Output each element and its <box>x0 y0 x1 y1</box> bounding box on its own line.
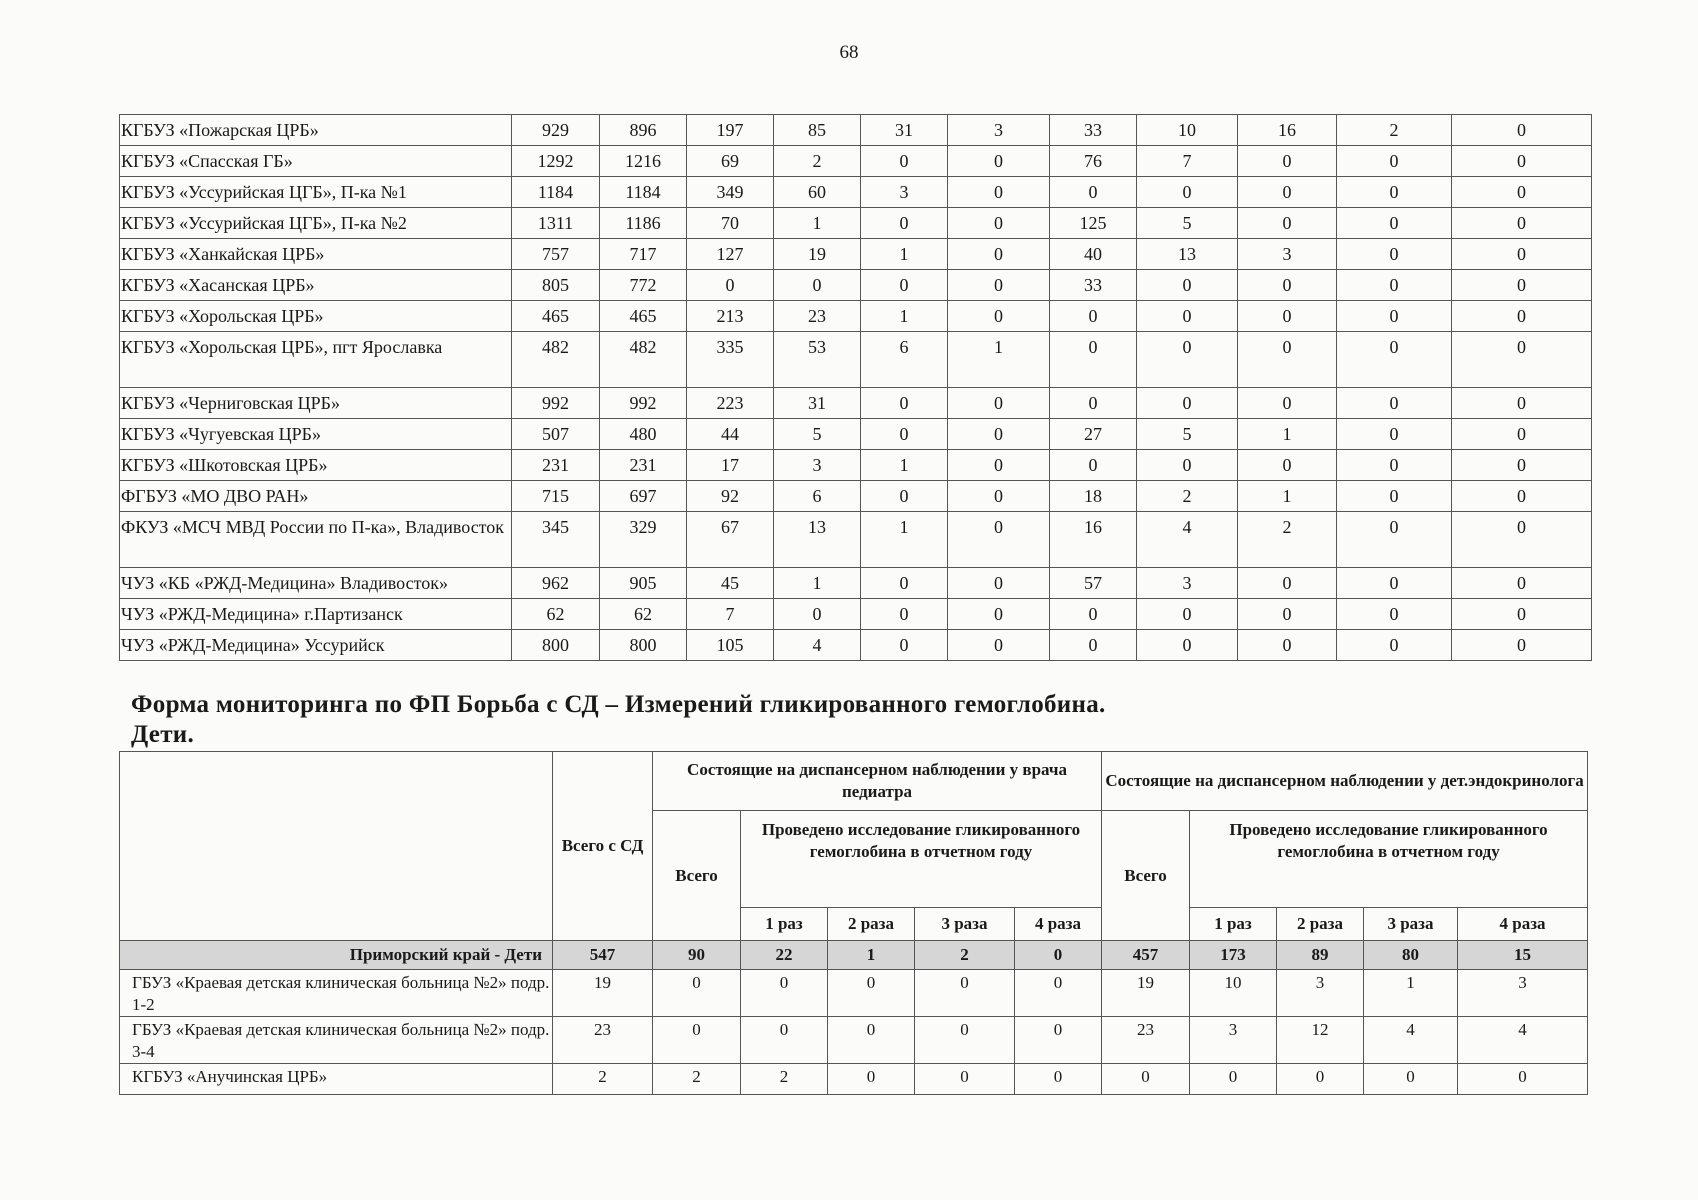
value-cell: 16 <box>1238 115 1337 146</box>
value-cell: 772 <box>600 270 687 301</box>
value-cell: 1 <box>828 941 915 970</box>
value-cell: 19 <box>553 970 653 1017</box>
value-cell: 0 <box>1337 419 1452 450</box>
row-name-cell: КГБУЗ «Хасанская ЦРБ» <box>120 270 512 301</box>
value-cell: 10 <box>1190 970 1277 1017</box>
header-pediatr-1x: 1 раз <box>741 908 828 941</box>
value-cell: 480 <box>600 419 687 450</box>
table-row <box>120 332 1592 388</box>
value-cell: 0 <box>1337 177 1452 208</box>
row-name-cell: ГБУЗ «Краевая детская клиническая больница №2» подр. 3-4 <box>120 1017 553 1064</box>
value-cell: 0 <box>1452 301 1592 332</box>
value-cell: 0 <box>1337 630 1452 661</box>
value-cell: 465 <box>512 301 600 332</box>
value-cell: 127 <box>687 239 774 270</box>
value-cell: 1311 <box>512 208 600 239</box>
value-cell: 457 <box>1102 941 1190 970</box>
value-cell: 0 <box>948 568 1050 599</box>
value-cell: 0 <box>1238 301 1337 332</box>
value-cell: 4 <box>774 630 861 661</box>
section-heading-line2: Дети. <box>131 721 195 748</box>
value-cell: 2 <box>774 146 861 177</box>
value-cell: 0 <box>861 568 948 599</box>
value-cell: 27 <box>1050 419 1137 450</box>
value-cell: 0 <box>861 388 948 419</box>
value-cell: 0 <box>915 1064 1015 1095</box>
value-cell: 0 <box>948 512 1050 568</box>
header-group-endocrinologist: Состоящие на диспансерном наблюдении у дет.эндокринолога <box>1102 752 1588 811</box>
value-cell: 0 <box>1452 388 1592 419</box>
value-cell: 715 <box>512 481 600 512</box>
value-cell: 482 <box>600 332 687 388</box>
value-cell: 0 <box>1050 177 1137 208</box>
value-cell: 2 <box>915 941 1015 970</box>
value-cell: 85 <box>774 115 861 146</box>
value-cell: 1 <box>1238 419 1337 450</box>
value-cell: 13 <box>1137 239 1238 270</box>
header-endo-2x: 2 раза <box>1277 908 1364 941</box>
value-cell: 1 <box>861 239 948 270</box>
value-cell: 223 <box>687 388 774 419</box>
table-row <box>120 970 1588 1017</box>
value-cell: 0 <box>1238 146 1337 177</box>
table-row <box>120 146 1592 177</box>
value-cell: 4 <box>1458 1017 1588 1064</box>
table-row <box>120 177 1592 208</box>
value-cell: 70 <box>687 208 774 239</box>
value-cell: 125 <box>1050 208 1137 239</box>
value-cell: 0 <box>1452 146 1592 177</box>
value-cell: 1 <box>1238 481 1337 512</box>
value-cell: 697 <box>600 481 687 512</box>
value-cell: 0 <box>1050 301 1137 332</box>
value-cell: 33 <box>1050 270 1137 301</box>
value-cell: 0 <box>861 481 948 512</box>
value-cell: 0 <box>1452 512 1592 568</box>
value-cell: 19 <box>774 239 861 270</box>
row-name-cell: КГБУЗ «Хорольская ЦРБ» <box>120 301 512 332</box>
row-name-cell: КГБУЗ «Уссурийская ЦГБ», П-ка №1 <box>120 177 512 208</box>
value-cell: 0 <box>1137 630 1238 661</box>
value-cell: 0 <box>1452 481 1592 512</box>
value-cell: 0 <box>828 970 915 1017</box>
value-cell: 0 <box>653 1017 741 1064</box>
value-cell: 57 <box>1050 568 1137 599</box>
value-cell: 0 <box>1238 568 1337 599</box>
total-row <box>120 941 1588 970</box>
value-cell: 1 <box>774 568 861 599</box>
table-row <box>120 270 1592 301</box>
value-cell: 805 <box>512 270 600 301</box>
value-cell: 89 <box>1277 941 1364 970</box>
value-cell: 3 <box>1458 970 1588 1017</box>
value-cell: 0 <box>1452 599 1592 630</box>
value-cell: 3 <box>948 115 1050 146</box>
value-cell: 0 <box>1337 388 1452 419</box>
value-cell: 3 <box>1238 239 1337 270</box>
value-cell: 0 <box>1238 630 1337 661</box>
value-cell: 0 <box>1137 388 1238 419</box>
value-cell: 60 <box>774 177 861 208</box>
value-cell: 76 <box>1050 146 1137 177</box>
value-cell: 0 <box>948 630 1050 661</box>
value-cell: 105 <box>687 630 774 661</box>
hospital-stats-table-continued <box>119 114 1592 661</box>
value-cell: 1184 <box>512 177 600 208</box>
header-endo-study: Проведено исследование гликированного гемоглобина в отчетном году <box>1190 811 1588 908</box>
row-name-cell: Приморский край - Дети <box>120 941 553 970</box>
value-cell: 90 <box>653 941 741 970</box>
table-row <box>120 115 1592 146</box>
table-row <box>120 239 1592 270</box>
value-cell: 1 <box>948 332 1050 388</box>
page-number: 68 <box>839 42 859 63</box>
table-row <box>120 1064 1588 1095</box>
header-group-pediatrician: Состоящие на диспансерном наблюдении у врача педиатра <box>653 752 1102 811</box>
header-pediatr-2x: 2 раза <box>828 908 915 941</box>
header-endo-3x: 3 раза <box>1364 908 1458 941</box>
table-row <box>120 512 1592 568</box>
value-cell: 22 <box>741 941 828 970</box>
value-cell: 0 <box>1337 450 1452 481</box>
value-cell: 0 <box>1452 568 1592 599</box>
value-cell: 0 <box>1452 239 1592 270</box>
value-cell: 0 <box>1050 388 1137 419</box>
value-cell: 800 <box>600 630 687 661</box>
value-cell: 45 <box>687 568 774 599</box>
value-cell: 3 <box>861 177 948 208</box>
value-cell: 717 <box>600 239 687 270</box>
value-cell: 31 <box>861 115 948 146</box>
value-cell: 44 <box>687 419 774 450</box>
row-name-cell: КГБУЗ «Спасская ГБ» <box>120 146 512 177</box>
value-cell: 0 <box>1238 388 1337 419</box>
value-cell: 231 <box>600 450 687 481</box>
value-cell: 0 <box>1337 599 1452 630</box>
row-name-cell: КГБУЗ «Пожарская ЦРБ» <box>120 115 512 146</box>
table-row <box>120 450 1592 481</box>
row-name-cell: КГБУЗ «Чугуевская ЦРБ» <box>120 419 512 450</box>
header-pediatr-3x: 3 раза <box>915 908 1015 941</box>
value-cell: 92 <box>687 481 774 512</box>
value-cell: 0 <box>1137 177 1238 208</box>
value-cell: 0 <box>1238 270 1337 301</box>
value-cell: 17 <box>687 450 774 481</box>
value-cell: 1216 <box>600 146 687 177</box>
value-cell: 5 <box>1137 419 1238 450</box>
value-cell: 19 <box>1102 970 1190 1017</box>
value-cell: 0 <box>948 481 1050 512</box>
value-cell: 1 <box>861 450 948 481</box>
value-cell: 757 <box>512 239 600 270</box>
value-cell: 482 <box>512 332 600 388</box>
value-cell: 1 <box>774 208 861 239</box>
value-cell: 0 <box>1050 450 1137 481</box>
value-cell: 992 <box>600 388 687 419</box>
value-cell: 15 <box>1458 941 1588 970</box>
value-cell: 0 <box>1238 208 1337 239</box>
value-cell: 0 <box>1190 1064 1277 1095</box>
value-cell: 349 <box>687 177 774 208</box>
value-cell: 0 <box>861 146 948 177</box>
row-name-cell: КГБУЗ «Хорольская ЦРБ», пгт Ярославка <box>120 332 512 388</box>
value-cell: 0 <box>653 970 741 1017</box>
value-cell: 0 <box>1337 239 1452 270</box>
value-cell: 13 <box>774 512 861 568</box>
value-cell: 5 <box>774 419 861 450</box>
value-cell: 0 <box>1452 332 1592 388</box>
value-cell: 0 <box>1452 115 1592 146</box>
value-cell: 3 <box>1190 1017 1277 1064</box>
value-cell: 4 <box>1364 1017 1458 1064</box>
value-cell: 345 <box>512 512 600 568</box>
value-cell: 18 <box>1050 481 1137 512</box>
value-cell: 507 <box>512 419 600 450</box>
value-cell: 0 <box>1238 599 1337 630</box>
value-cell: 0 <box>948 270 1050 301</box>
table-row <box>120 208 1592 239</box>
value-cell: 0 <box>1050 332 1137 388</box>
value-cell: 62 <box>512 599 600 630</box>
value-cell: 800 <box>512 630 600 661</box>
value-cell: 0 <box>1050 630 1137 661</box>
value-cell: 0 <box>1337 301 1452 332</box>
value-cell: 23 <box>774 301 861 332</box>
value-cell: 7 <box>1137 146 1238 177</box>
value-cell: 0 <box>1452 177 1592 208</box>
value-cell: 962 <box>512 568 600 599</box>
value-cell: 0 <box>948 419 1050 450</box>
value-cell: 0 <box>1337 481 1452 512</box>
value-cell: 231 <box>512 450 600 481</box>
value-cell: 0 <box>1137 599 1238 630</box>
row-name-cell: КГБУЗ «Шкотовская ЦРБ» <box>120 450 512 481</box>
header-blank-cell <box>120 752 553 941</box>
row-name-cell: ФКУЗ «МСЧ МВД России по П-ка», Владивосток <box>120 512 512 568</box>
value-cell: 3 <box>1137 568 1238 599</box>
value-cell: 0 <box>774 270 861 301</box>
header-endo-4x: 4 раза <box>1458 908 1588 941</box>
value-cell: 0 <box>915 970 1015 1017</box>
value-cell: 1292 <box>512 146 600 177</box>
value-cell: 465 <box>600 301 687 332</box>
value-cell: 23 <box>1102 1017 1190 1064</box>
value-cell: 0 <box>948 450 1050 481</box>
value-cell: 67 <box>687 512 774 568</box>
value-cell: 7 <box>687 599 774 630</box>
value-cell: 0 <box>1238 177 1337 208</box>
value-cell: 0 <box>741 970 828 1017</box>
value-cell: 3 <box>1277 970 1364 1017</box>
table-row <box>120 481 1592 512</box>
value-cell: 31 <box>774 388 861 419</box>
value-cell: 173 <box>1190 941 1277 970</box>
value-cell: 0 <box>861 270 948 301</box>
value-cell: 335 <box>687 332 774 388</box>
table-row <box>120 1017 1588 1064</box>
value-cell: 0 <box>1015 1017 1102 1064</box>
value-cell: 0 <box>1277 1064 1364 1095</box>
header-endo-total: Всего <box>1102 811 1190 941</box>
value-cell: 0 <box>861 630 948 661</box>
value-cell: 329 <box>600 512 687 568</box>
value-cell: 0 <box>1137 332 1238 388</box>
row-name-cell: КГБУЗ «Ханкайская ЦРБ» <box>120 239 512 270</box>
value-cell: 0 <box>1015 941 1102 970</box>
value-cell: 992 <box>512 388 600 419</box>
row-name-cell: ГБУЗ «Краевая детская клиническая больница №2» подр. 1-2 <box>120 970 553 1017</box>
value-cell: 0 <box>687 270 774 301</box>
value-cell: 0 <box>1364 1064 1458 1095</box>
row-name-cell: ЧУЗ «РЖД-Медицина» Уссурийск <box>120 630 512 661</box>
value-cell: 3 <box>774 450 861 481</box>
value-cell: 0 <box>1452 630 1592 661</box>
value-cell: 2 <box>1238 512 1337 568</box>
value-cell: 0 <box>861 208 948 239</box>
row-name-cell: КГБУЗ «Уссурийская ЦГБ», П-ка №2 <box>120 208 512 239</box>
value-cell: 213 <box>687 301 774 332</box>
value-cell: 0 <box>1452 419 1592 450</box>
value-cell: 4 <box>1137 512 1238 568</box>
value-cell: 0 <box>948 301 1050 332</box>
value-cell: 0 <box>1458 1064 1588 1095</box>
value-cell: 62 <box>600 599 687 630</box>
value-cell: 0 <box>948 177 1050 208</box>
value-cell: 0 <box>1238 450 1337 481</box>
table-row <box>120 630 1592 661</box>
value-cell: 33 <box>1050 115 1137 146</box>
value-cell: 0 <box>948 208 1050 239</box>
value-cell: 16 <box>1050 512 1137 568</box>
value-cell: 5 <box>1137 208 1238 239</box>
value-cell: 2 <box>1337 115 1452 146</box>
value-cell: 896 <box>600 115 687 146</box>
value-cell: 0 <box>1050 599 1137 630</box>
value-cell: 0 <box>1337 146 1452 177</box>
value-cell: 0 <box>861 599 948 630</box>
value-cell: 6 <box>774 481 861 512</box>
value-cell: 6 <box>861 332 948 388</box>
value-cell: 0 <box>1238 332 1337 388</box>
value-cell: 905 <box>600 568 687 599</box>
section-heading <box>131 690 1531 750</box>
value-cell: 0 <box>828 1064 915 1095</box>
value-cell: 40 <box>1050 239 1137 270</box>
row-name-cell: ЧУЗ «КБ «РЖД-Медицина» Владивосток» <box>120 568 512 599</box>
value-cell: 1 <box>861 512 948 568</box>
value-cell: 69 <box>687 146 774 177</box>
children-hba1c-table <box>119 751 1588 1095</box>
value-cell: 0 <box>1337 208 1452 239</box>
value-cell: 1 <box>861 301 948 332</box>
value-cell: 10 <box>1137 115 1238 146</box>
value-cell: 0 <box>948 388 1050 419</box>
value-cell: 0 <box>1137 450 1238 481</box>
table-row <box>120 419 1592 450</box>
value-cell: 0 <box>1015 970 1102 1017</box>
value-cell: 0 <box>1102 1064 1190 1095</box>
value-cell: 1184 <box>600 177 687 208</box>
value-cell: 2 <box>553 1064 653 1095</box>
table-row <box>120 301 1592 332</box>
section-heading-line1: Форма мониторинга по ФП Борьба с СД – Измерений гликированного гемоглобина. <box>131 691 1106 718</box>
value-cell: 0 <box>828 1017 915 1064</box>
header-pediatr-total: Всего <box>653 811 741 941</box>
header-total-with-sd: Всего с СД <box>553 752 653 941</box>
value-cell: 0 <box>1337 568 1452 599</box>
value-cell: 0 <box>1452 450 1592 481</box>
value-cell: 0 <box>948 146 1050 177</box>
value-cell: 80 <box>1364 941 1458 970</box>
header-endo-1x: 1 раз <box>1190 908 1277 941</box>
value-cell: 0 <box>774 599 861 630</box>
value-cell: 0 <box>1137 301 1238 332</box>
value-cell: 197 <box>687 115 774 146</box>
value-cell: 23 <box>553 1017 653 1064</box>
value-cell: 0 <box>1452 270 1592 301</box>
value-cell: 0 <box>1137 270 1238 301</box>
value-cell: 0 <box>1337 512 1452 568</box>
value-cell: 0 <box>915 1017 1015 1064</box>
value-cell: 0 <box>741 1017 828 1064</box>
value-cell: 2 <box>653 1064 741 1095</box>
value-cell: 0 <box>1337 270 1452 301</box>
value-cell: 0 <box>948 599 1050 630</box>
value-cell: 0 <box>861 419 948 450</box>
row-name-cell: ЧУЗ «РЖД-Медицина» г.Партизанск <box>120 599 512 630</box>
value-cell: 0 <box>948 239 1050 270</box>
value-cell: 12 <box>1277 1017 1364 1064</box>
value-cell: 0 <box>1015 1064 1102 1095</box>
value-cell: 547 <box>553 941 653 970</box>
value-cell: 1 <box>1364 970 1458 1017</box>
value-cell: 2 <box>1137 481 1238 512</box>
value-cell: 0 <box>1452 208 1592 239</box>
row-name-cell: КГБУЗ «Анучинская ЦРБ» <box>120 1064 553 1095</box>
header-pediatr-study: Проведено исследование гликированного гемоглобина в отчетном году <box>741 811 1102 908</box>
row-name-cell: КГБУЗ «Черниговская ЦРБ» <box>120 388 512 419</box>
value-cell: 2 <box>741 1064 828 1095</box>
header-pediatr-4x: 4 раза <box>1015 908 1102 941</box>
value-cell: 0 <box>1337 332 1452 388</box>
table-row <box>120 388 1592 419</box>
row-name-cell: ФГБУЗ «МО ДВО РАН» <box>120 481 512 512</box>
table-row <box>120 599 1592 630</box>
value-cell: 53 <box>774 332 861 388</box>
value-cell: 929 <box>512 115 600 146</box>
value-cell: 1186 <box>600 208 687 239</box>
table-row <box>120 568 1592 599</box>
